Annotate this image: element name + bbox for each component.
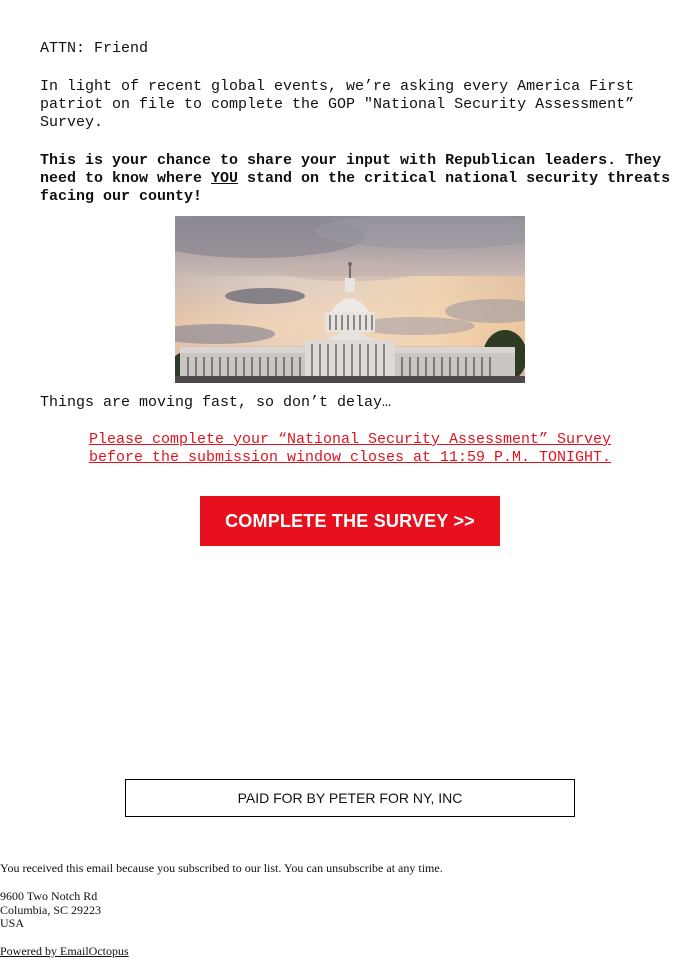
- subscription-notice: You received this email because you subscribed to our list. You can unsubscribe at any time.: [0, 861, 443, 875]
- deadline-line-1: Please complete your “National Security Assessment” Survey: [88, 431, 612, 448]
- powered-by: [0, 945, 129, 958]
- deadline-line-2: before the submission window closes at 11:59 P.M. TONIGHT.: [88, 449, 612, 466]
- paid-for-disclaimer: PAID FOR BY PETER FOR NY, INC: [125, 779, 575, 817]
- mailing-address: [0, 890, 101, 931]
- chance-text-after: stand on the critical national security threats facing our county!: [40, 170, 671, 205]
- call-to-action-paragraph: [40, 152, 680, 206]
- emailoctopus-link[interactable]: Powered by EmailOctopus: [0, 944, 129, 958]
- deadline-notice: [40, 431, 660, 467]
- urgency-text: Things are moving fast, so don’t delay…: [40, 394, 392, 411]
- greeting: ATTN: Friend: [40, 40, 149, 57]
- complete-survey-button[interactable]: COMPLETE THE SURVEY >>: [200, 496, 500, 546]
- address-country: USA: [0, 916, 25, 930]
- chance-text-before: This is your chance to share your input with Republican leaders. They need to know where: [40, 152, 662, 187]
- capitol-building-image: [175, 216, 525, 383]
- survey-deadline-link[interactable]: [89, 431, 611, 466]
- chance-emphasis: YOU: [211, 170, 239, 187]
- address-city: Columbia, SC 29223: [0, 902, 102, 917]
- intro-paragraph: In light of recent global events, we’re asking every America First patriot on file to complete the GOP "National Security Assessment” Survey.: [40, 78, 635, 131]
- address-street: 9600 Two Notch Rd: [0, 889, 98, 903]
